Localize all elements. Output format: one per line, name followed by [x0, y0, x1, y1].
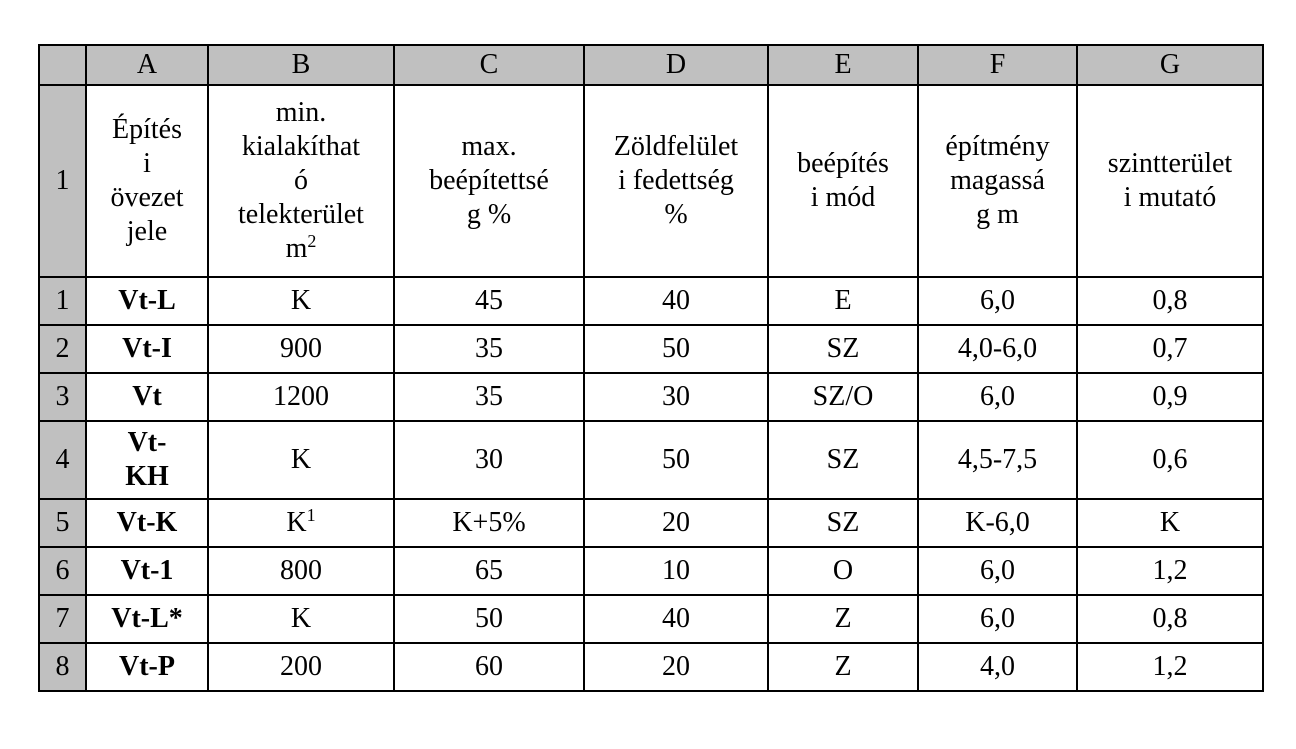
floor-area-ratio-cell: K [1077, 499, 1263, 547]
header-text-line: max. [461, 131, 517, 162]
min-lot-area-cell [208, 499, 394, 547]
header-text-line: i fedettség [618, 165, 734, 196]
row-number: 3 [39, 373, 86, 421]
data-rows [39, 277, 1263, 691]
header-text-line: Zöldfelület [613, 131, 739, 162]
building-height-cell: 6,0 [918, 277, 1077, 325]
header-max-coverage [394, 85, 584, 277]
row-number: 8 [39, 643, 86, 691]
min-lot-area-cell [208, 325, 394, 373]
building-mode-cell: E [768, 277, 918, 325]
header-text-line: ó [294, 165, 308, 196]
max-coverage-cell: K+5% [394, 499, 584, 547]
column-letter-d: D [584, 45, 768, 85]
zone-code-line: Vt-P [119, 651, 175, 682]
zone-code-line: Vt-K [116, 507, 178, 538]
column-letter-a: A [86, 45, 208, 85]
column-letter-e: E [768, 45, 918, 85]
floor-area-ratio-cell: 0,7 [1077, 325, 1263, 373]
column-letter-f: F [918, 45, 1077, 85]
row-number: 4 [39, 421, 86, 499]
max-coverage-cell: 50 [394, 595, 584, 643]
zone-code-cell [86, 547, 208, 595]
min-lot-area-value: 1200 [273, 381, 329, 412]
header-floor-area-ratio [1077, 85, 1263, 277]
min-lot-area-value: 800 [280, 555, 322, 586]
header-text-line [215, 232, 387, 266]
zoning-table [38, 44, 1264, 692]
building-mode-cell: Z [768, 595, 918, 643]
header-text-line: beépítettsé [429, 165, 549, 196]
min-lot-area-cell [208, 277, 394, 325]
table-row [39, 643, 1263, 691]
header-text-line: telekterület [238, 199, 364, 230]
row-number: 2 [39, 325, 86, 373]
green-area-cell: 40 [584, 277, 768, 325]
max-coverage-cell: 35 [394, 373, 584, 421]
header-text-line: g m [976, 199, 1019, 230]
header-text-line: i [143, 148, 151, 179]
header-text-line: Építés [112, 114, 182, 145]
header-text-line: % [664, 199, 688, 230]
zone-code-cell [86, 325, 208, 373]
zone-code-line: Vt-L [118, 285, 176, 316]
zone-code-line: Vt-1 [120, 555, 174, 586]
building-height-cell: 6,0 [918, 547, 1077, 595]
building-height-cell: 4,5-7,5 [918, 421, 1077, 499]
min-lot-area-value: K [286, 507, 307, 538]
max-coverage-cell: 65 [394, 547, 584, 595]
min-lot-area-cell [208, 643, 394, 691]
table-row [39, 325, 1263, 373]
floor-area-ratio-cell: 0,6 [1077, 421, 1263, 499]
green-area-cell: 50 [584, 325, 768, 373]
header-green-area [584, 85, 768, 277]
header-building-mode [768, 85, 918, 277]
building-mode-cell: SZ [768, 421, 918, 499]
floor-area-ratio-cell: 0,8 [1077, 595, 1263, 643]
zone-code-cell [86, 277, 208, 325]
table-row [39, 499, 1263, 547]
header-superscript: 2 [307, 231, 317, 251]
building-mode-cell: O [768, 547, 918, 595]
footnote-superscript: 1 [306, 505, 316, 525]
corner-cell [39, 45, 86, 85]
header-min-lot-area [208, 85, 394, 277]
column-letter-c: C [394, 45, 584, 85]
green-area-cell: 50 [584, 421, 768, 499]
floor-area-ratio-cell: 0,9 [1077, 373, 1263, 421]
header-text-line: beépítés [797, 148, 889, 179]
zone-code-cell [86, 373, 208, 421]
building-height-cell: 4,0 [918, 643, 1077, 691]
building-height-cell: 4,0-6,0 [918, 325, 1077, 373]
max-coverage-cell: 45 [394, 277, 584, 325]
table-row [39, 595, 1263, 643]
green-area-cell: 40 [584, 595, 768, 643]
zone-code-cell [86, 499, 208, 547]
zone-code-line: KH [125, 461, 169, 492]
column-letter-b: B [208, 45, 394, 85]
row-number: 5 [39, 499, 86, 547]
header-zone-code [86, 85, 208, 277]
row-number-1-header: 1 [39, 85, 86, 277]
min-lot-area-value: 200 [280, 651, 322, 682]
table-row [39, 421, 1263, 499]
min-lot-area-value: K [290, 603, 312, 634]
max-coverage-cell: 30 [394, 421, 584, 499]
building-height-cell: K-6,0 [918, 499, 1077, 547]
table-row [39, 373, 1263, 421]
row-number: 1 [39, 277, 86, 325]
zone-code-line: Vt- [127, 427, 167, 458]
floor-area-ratio-cell: 1,2 [1077, 547, 1263, 595]
table-row [39, 547, 1263, 595]
building-mode-cell: SZ [768, 499, 918, 547]
floor-area-ratio-cell: 0,8 [1077, 277, 1263, 325]
zone-code-line: Vt-L* [111, 603, 183, 634]
floor-area-ratio-cell: 1,2 [1077, 643, 1263, 691]
min-lot-area-value: 900 [280, 333, 322, 364]
min-lot-area-cell [208, 373, 394, 421]
row-number: 7 [39, 595, 86, 643]
zone-code-cell [86, 421, 208, 499]
header-text-line: min. [275, 97, 327, 128]
min-lot-area-value: K [290, 444, 312, 475]
min-lot-area-value: K [290, 285, 312, 316]
header-text-line: g % [466, 199, 512, 230]
building-height-cell: 6,0 [918, 595, 1077, 643]
zone-code-cell [86, 643, 208, 691]
header-text-line: építmény [945, 131, 1050, 162]
header-text-line: szintterület [1107, 148, 1233, 179]
max-coverage-cell: 35 [394, 325, 584, 373]
min-lot-area-cell [208, 547, 394, 595]
column-letter-g: G [1077, 45, 1263, 85]
green-area-cell: 20 [584, 499, 768, 547]
header-unit: m [285, 233, 308, 264]
zone-code-line: Vt [132, 381, 162, 412]
header-text-line: jele [126, 216, 168, 247]
zone-code-line: Vt-I [122, 333, 172, 364]
header-text-line: i mutató [1123, 182, 1217, 213]
header-row [39, 85, 1263, 277]
green-area-cell: 10 [584, 547, 768, 595]
header-text-line: i mód [810, 182, 876, 213]
header-text-line: övezet [110, 182, 184, 213]
building-height-cell: 6,0 [918, 373, 1077, 421]
row-number: 6 [39, 547, 86, 595]
header-text-line: kialakíthat [241, 131, 361, 162]
header-building-height [918, 85, 1077, 277]
building-mode-cell: SZ [768, 325, 918, 373]
column-header-row [39, 45, 1263, 85]
zone-code-cell [86, 595, 208, 643]
table-row [39, 277, 1263, 325]
header-text-line: magassá [950, 165, 1045, 196]
building-mode-cell: Z [768, 643, 918, 691]
building-mode-cell: SZ/O [768, 373, 918, 421]
min-lot-area-cell [208, 421, 394, 499]
green-area-cell: 30 [584, 373, 768, 421]
min-lot-area-cell [208, 595, 394, 643]
max-coverage-cell: 60 [394, 643, 584, 691]
green-area-cell: 20 [584, 643, 768, 691]
